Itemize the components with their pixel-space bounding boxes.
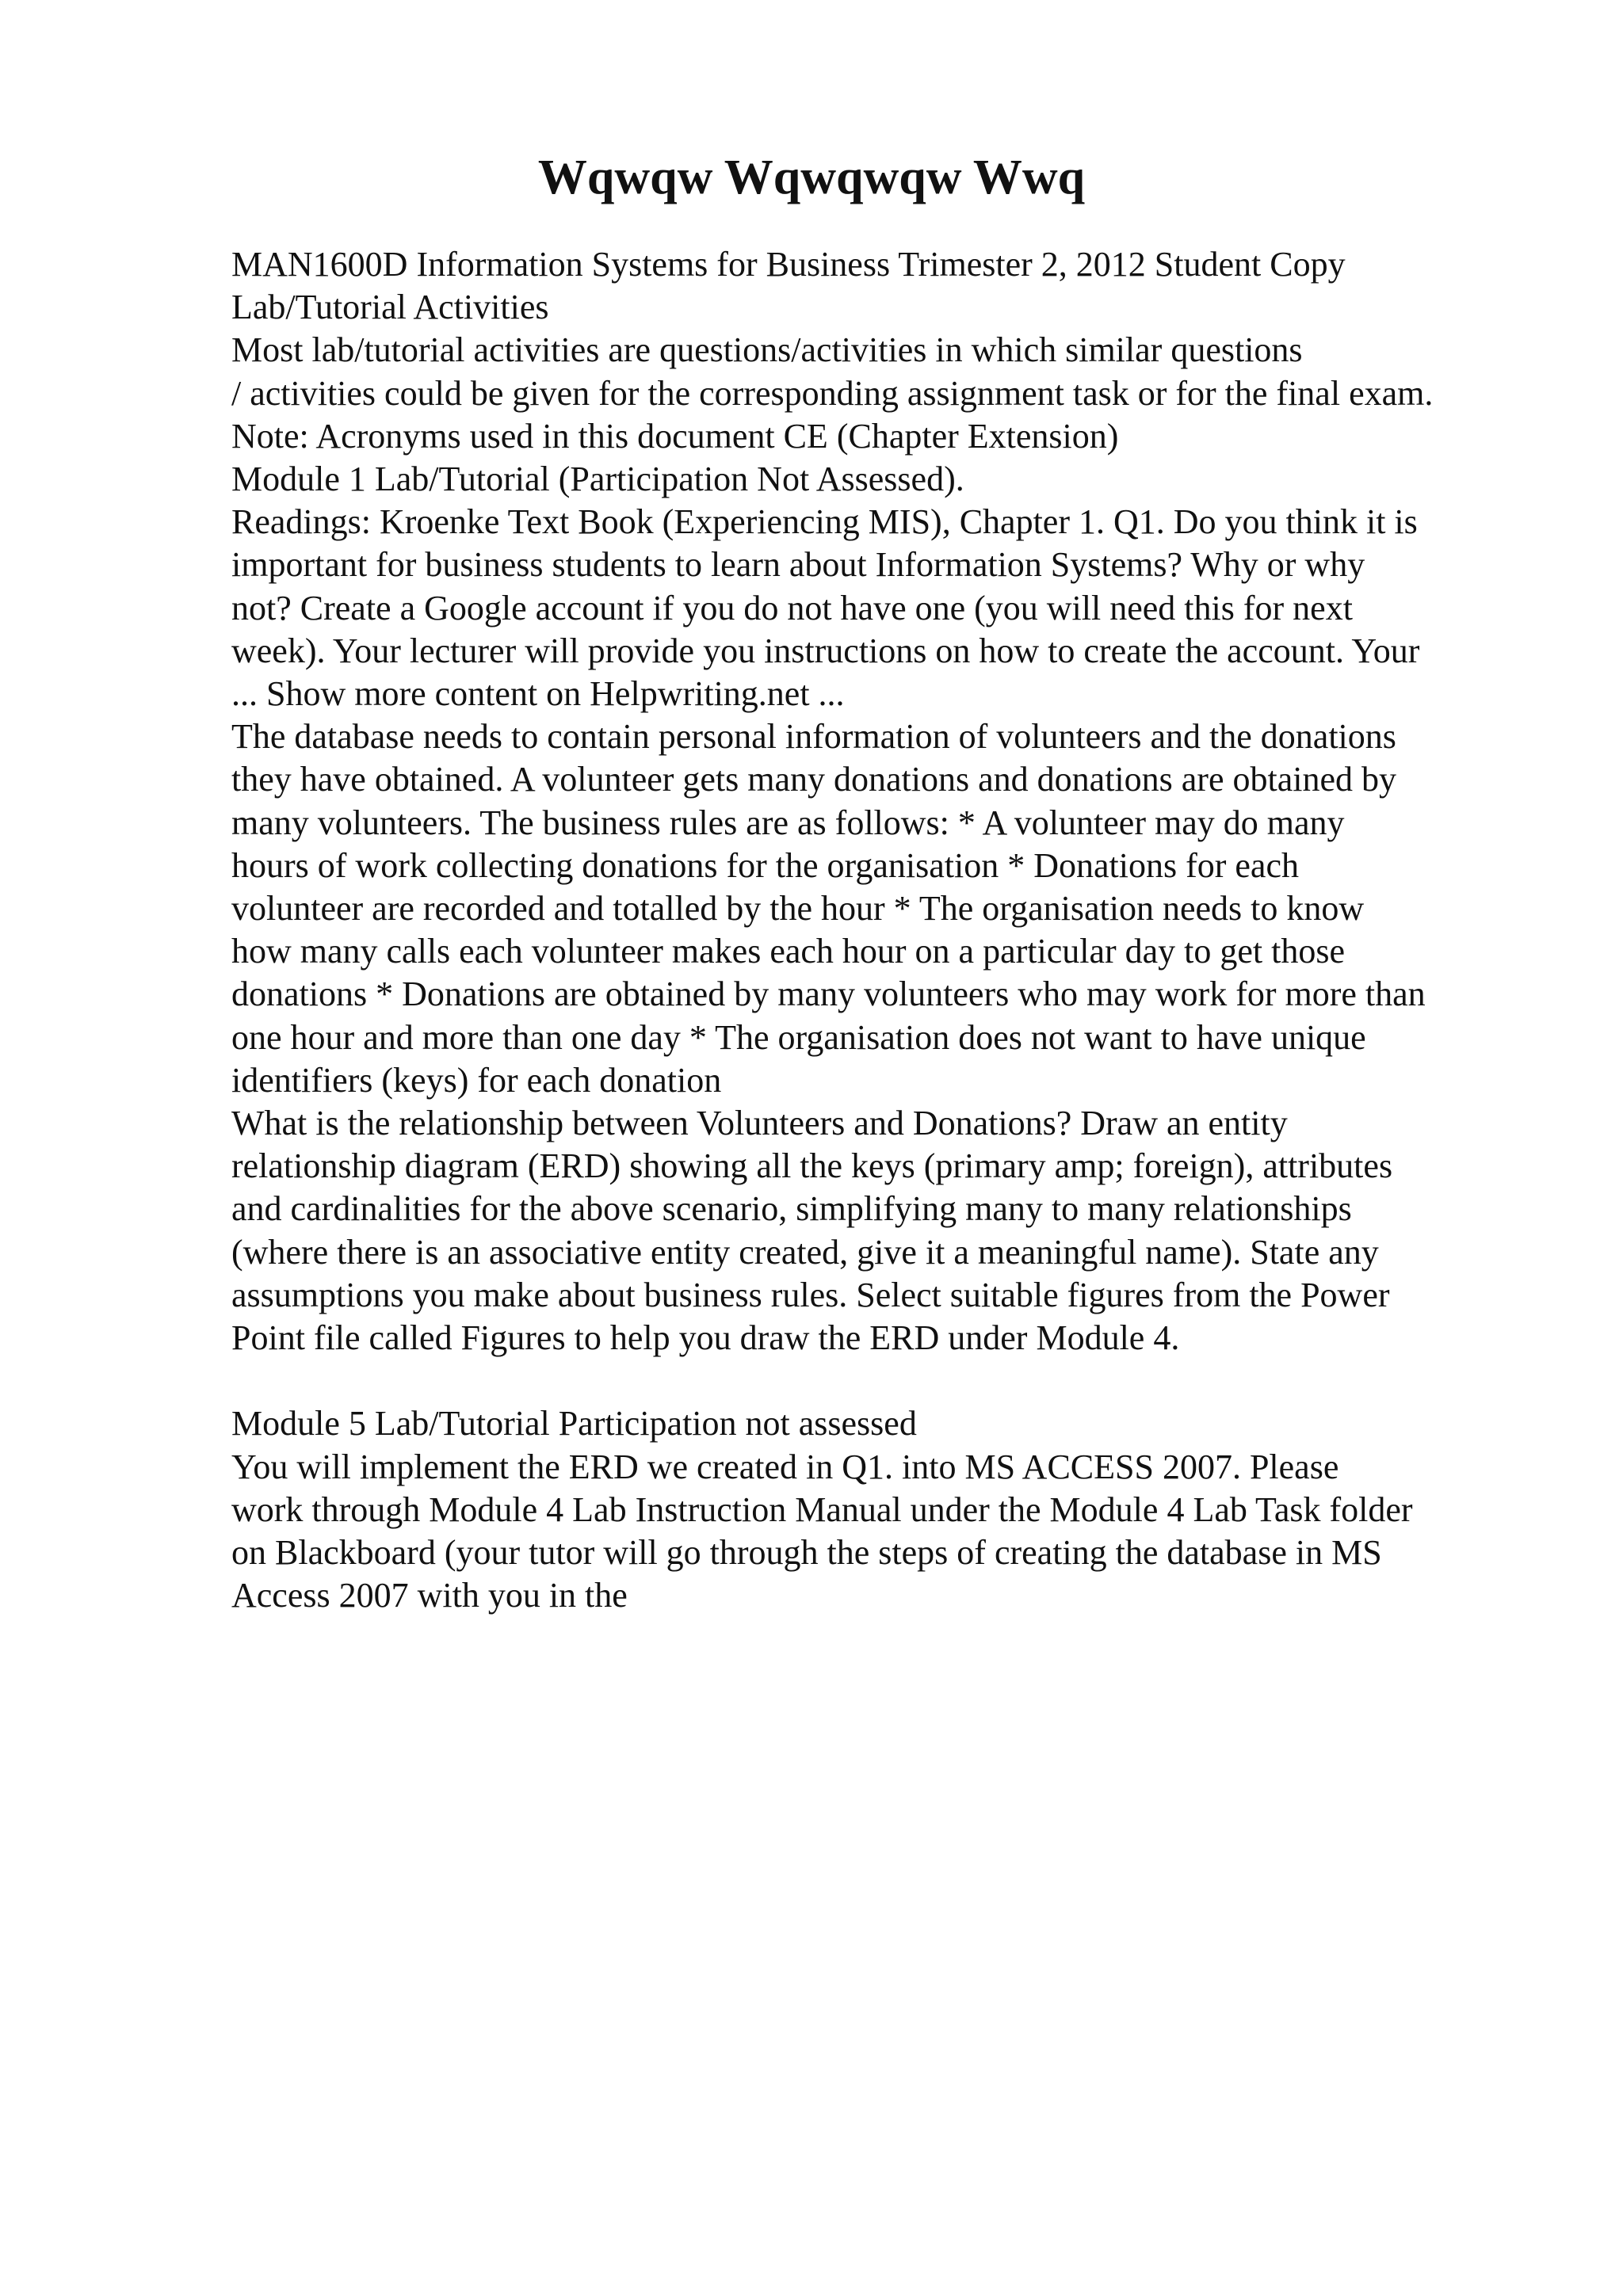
text-line: Lab/Tutorial Activities: [231, 288, 549, 327]
document-title: Wqwqw Wqwqwqw Wwq: [537, 151, 1086, 204]
text-line: week). Your lecturer will provide you instructions on how to create the account. Your: [231, 631, 1420, 670]
text-line: Module 1 Lab/Tutorial (Participation Not Assessed).: [231, 460, 964, 499]
text-line: and cardinalities for the above scenario, simplifying many to many relationships: [231, 1189, 1352, 1229]
text-line: on Blackboard (your tutor will go through the steps of creating the database in MS: [231, 1533, 1382, 1573]
text-line: / activities could be given for the corresponding assignment task or for the final exam.: [231, 373, 1434, 413]
text-line: You will implement the ERD we created in Q1. into MS ACCESS 2007. Please: [231, 1447, 1339, 1486]
text-line: not? Create a Google account if you do not have one (you will need this for next: [231, 588, 1353, 627]
text-line: many volunteers. The business rules are as follows: * A volunteer may do many: [231, 803, 1345, 842]
text-line: Note: Acronyms used in this document CE (Chapter Extension): [231, 416, 1119, 456]
text-line: identifiers (keys) for each donation: [231, 1060, 722, 1100]
text-line: What is the relationship between Volunteers and Donations? Draw an entity: [231, 1104, 1288, 1143]
text-line: MAN1600D Information Systems for Business Trimester 2, 2012 Student Copy: [231, 245, 1346, 284]
paragraph-gap: [231, 1360, 1515, 1402]
text-line: Module 5 Lab/Tutorial Participation not assessed: [231, 1404, 917, 1444]
text-line: one hour and more than one day * The organisation does not want to have unique: [231, 1017, 1366, 1057]
text-line: volunteer are recorded and totalled by the hour * The organisation needs to know: [231, 889, 1365, 929]
text-line: (where there is an associative entity created, give it a meaningful name). State any: [231, 1232, 1379, 1272]
text-line: assumptions you make about business rules. Select suitable figures from the Power: [231, 1275, 1390, 1314]
text-line: hours of work collecting donations for the organisation * Donations for each: [231, 845, 1299, 885]
text-line: important for business students to learn about Information Systems? Why or why: [231, 545, 1365, 585]
text-line: donations * Donations are obtained by many volunteers who may work for more than: [231, 974, 1426, 1014]
document-body: [231, 243, 1515, 1617]
text-line: The database needs to contain personal information of volunteers and the donations: [231, 717, 1396, 757]
text-line: they have obtained. A volunteer gets many donations and donations are obtained by: [231, 760, 1396, 799]
text-line: relationship diagram (ERD) showing all the keys (primary amp; foreign), attributes: [231, 1146, 1393, 1186]
text-line: Access 2007 with you in the: [231, 1576, 628, 1615]
text-line: ... Show more content on Helpwriting.net ...: [231, 674, 845, 714]
text-line: how many calls each volunteer makes each hour on a particular day to get those: [231, 932, 1346, 971]
text-line: work through Module 4 Lab Instruction Manual under the Module 4 Lab Task folder: [231, 1489, 1413, 1529]
text-line: Point file called Figures to help you draw the ERD under Module 4.: [231, 1318, 1180, 1358]
text-line: Readings: Kroenke Text Book (Experiencing MIS), Chapter 1. Q1. Do you think it is: [231, 502, 1418, 542]
text-line: Most lab/tutorial activities are questions/activities in which similar questions: [231, 330, 1303, 370]
